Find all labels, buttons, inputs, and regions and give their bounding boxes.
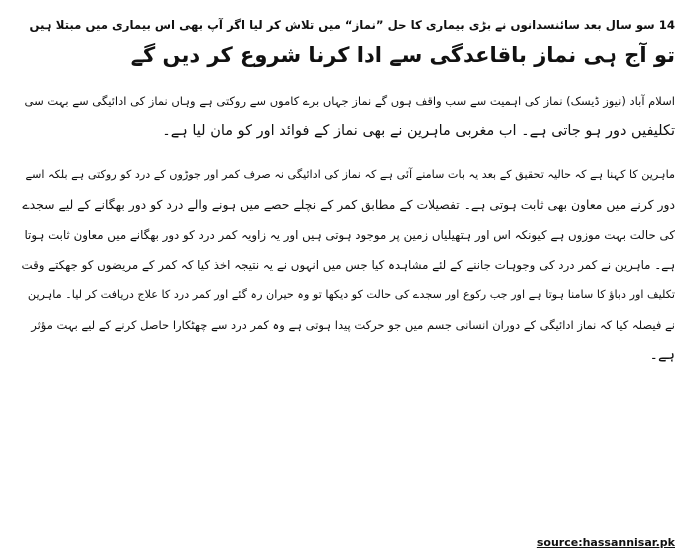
source-credit: source:hassannisar.pk (536, 536, 675, 549)
headline-line: تو آج ہی نماز باقاعدگی سے ادا کرنا شروع کر دیں گے (130, 43, 675, 67)
article-headline (16, 10, 675, 70)
article-paragraph (16, 160, 675, 370)
paragraph-line: ہے۔ (649, 347, 675, 363)
paragraph-line: ماہرین کا کہنا ہے کہ حالیہ تحقیق کے بعد یہ بات سامنے آئی ہے کہ نماز کی ادائیگی نہ صرف کمر اور جوڑوں کے درد کو روکتی ہے بلکہ اسے (25, 168, 675, 181)
paragraph-line: اسلام آباد (نیوز ڈیسک) نماز کی اہمیت سے سب واقف ہوں گے نماز جہاں برے کاموں سے روکتی ہے وہاں نماز کی ادائیگی سے بہت سی (24, 94, 675, 108)
paragraph-line: نے فیصلہ کیا کہ نماز ادائیگی کے دوران انسانی جسم میں جو حرکت پیدا ہوتی ہے وہ کمر درد سے چھٹکارا حاصل کرنے کے لیے بہت مؤثر (31, 318, 675, 332)
paragraph-line: تکلیفیں دور ہو جاتی ہے۔ اب مغربی ماہرین نے بھی نماز کے فوائد اور کو مان لیا ہے۔ (162, 123, 675, 139)
paragraph-line: تکلیف اور دباؤ کا سامنا ہوتا ہے اور جب رکوع اور سجدے کی حالت کو دیکھا تو وہ حیران رہ گئے اور کمر درد کا علاج دریافت کر لیا۔ ماہرین (27, 288, 675, 301)
paragraph-line: دور کرنے میں معاون بھی ثابت ہوتی ہے۔ تفصیلات کے مطابق کمر کے نچلے حصے میں ہونے والے درد کو دور بھگانے کے لیے سجدے (22, 197, 675, 212)
paragraph-line: کی حالت بہت موزوں ہے کیونکہ اس اور ہتھیلیاں زمین پر موجود ہوتی ہیں اور یہ زاویہ کمر درد کو دور بھگانے میں معاون ثابت ہوتا (24, 228, 675, 242)
headline-line: 14 سو سال بعد سائنسدانوں نے بڑی بیماری کا حل ”نماز“ میں تلاش کر لیا اگر آپ بھی اس بیماری میں مبتلا ہیں (29, 18, 675, 32)
article-paragraph (16, 86, 675, 146)
paragraph-line: ہے۔ ماہرین نے کمر درد کی وجوہات جاننے کے لئے مشاہدہ کیا جس میں انہوں نے یہ نتیجہ اخذ کیا کہ کمر کے مریضوں کو جھکتے وقت (21, 258, 675, 272)
